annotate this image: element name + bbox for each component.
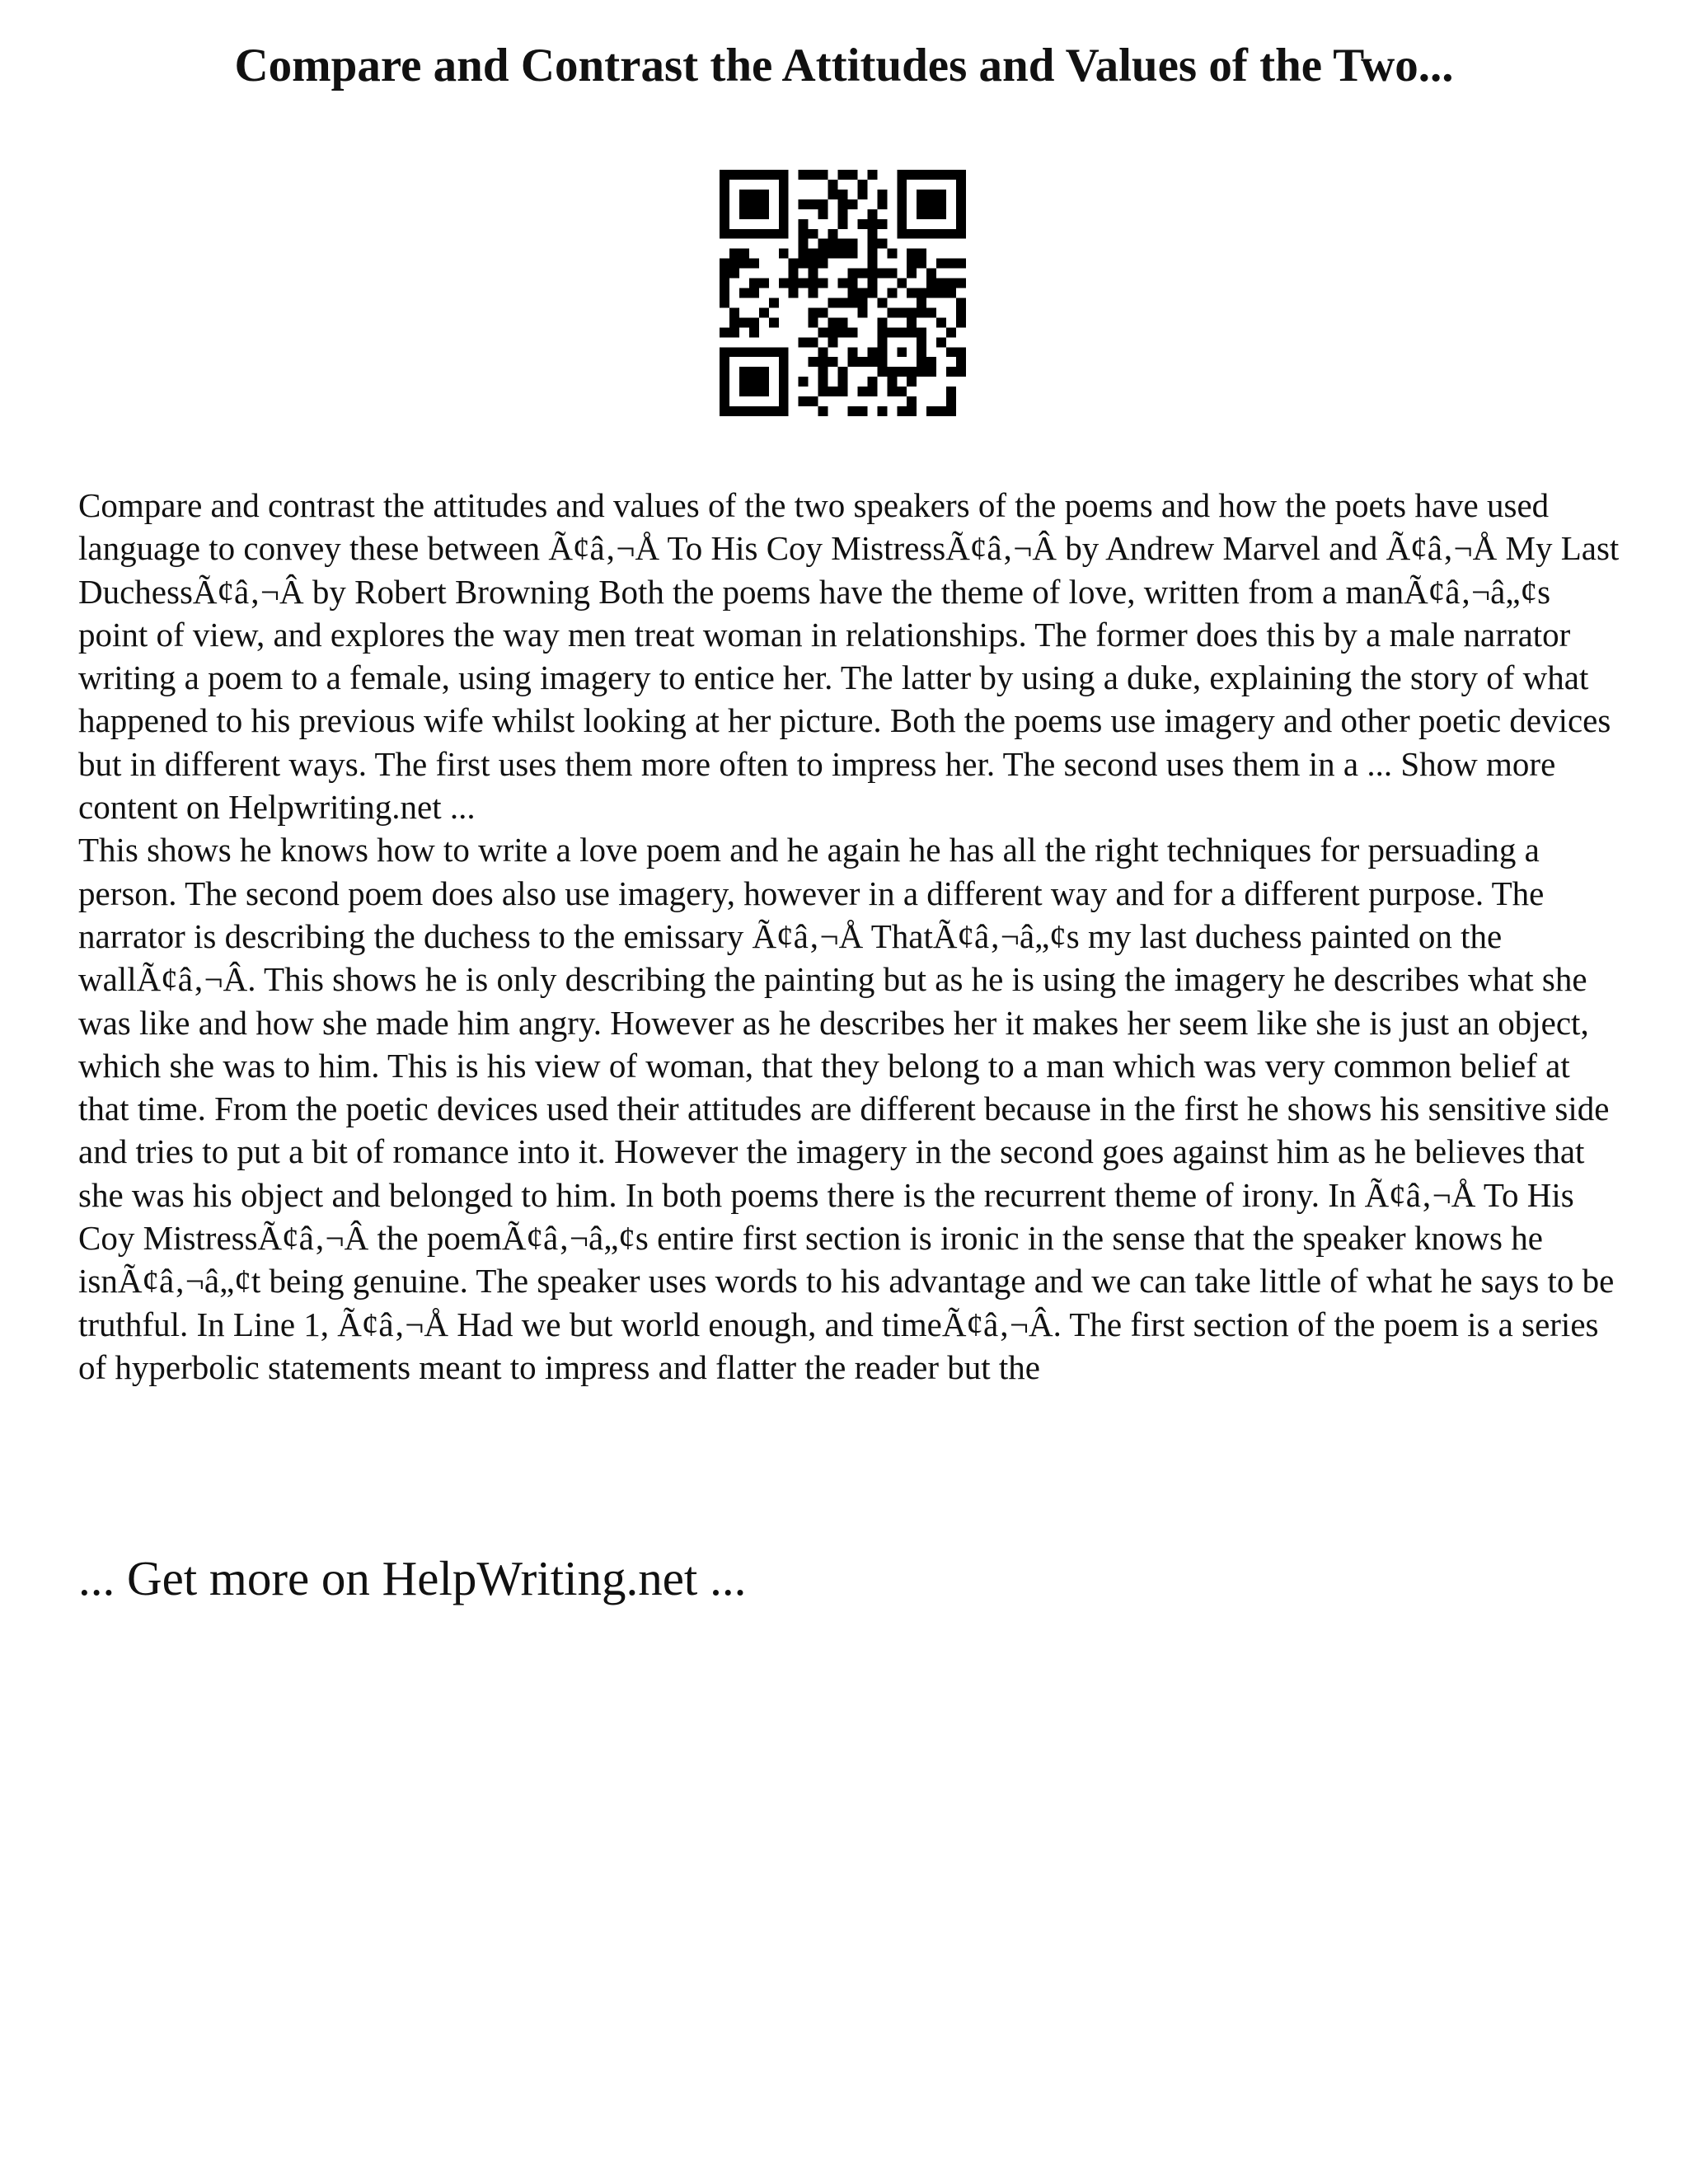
- body-paragraph-1: Compare and contrast the attitudes and values of the two speakers of the poems and how the poets have used language to convey these between Ã¢â‚¬Å To His Coy MistressÃ¢â‚¬Â by Andrew Marvel and Ã¢â‚¬Å My Last DuchessÃ¢â‚¬Â by Robert Browning Both the poems have the theme of love, written from a manÃ¢â‚¬â„¢s point of view, and explores the way men treat woman in relationships. The former does this by a male narrator writing a poem to a female, using imagery to entice her. The latter by using a duke, explaining the story of what happened to his previous wife whilst looking at her picture. Both the poems use imagery and other poetic devices but in different ways. The first uses them more often to impress her. The second uses them in a ... Show more content on Helpwriting.net ...: [78, 486, 1620, 827]
- document-body: [78, 484, 1628, 1389]
- body-paragraph-2: This shows he knows how to write a love poem and he again he has all the right techniques for persuading a person. The second poem does also use imagery, however in a different way and for a different purpose. The narrator is describing the duchess to the emissary Ã¢â‚¬Å ThatÃ¢â‚¬â„¢s my last duchess painted on the wallÃ¢â‚¬Â. This shows he is only describing the painting but as he is using the imagery he describes what she was like and how she made him angry. However as he describes her it makes her seem like she is just an object, which she was to him. This is his view of woman, that they belong to a man which was very common belief at that time. From the poetic devices used their attitudes are different because in the first he shows his sensitive side and tries to put a bit of romance into it. However the imagery in the second goes against him as he believes that she was his object and belonged to him. In both poems there is the recurrent theme of irony. In Ã¢â‚¬Å To His Coy MistressÃ¢â‚¬Â the poemÃ¢â‚¬â„¢s entire first section is ironic in the sense that the speaker knows he isnÃ¢â‚¬â„¢t being genuine. The speaker uses words to his advantage and we can take little of what he says to be truthful. In Line 1, Ã¢â‚¬Å Had we but world enough, and timeÃ¢â‚¬Â. The first section of the poem is a series of hyperbolic statements meant to impress and flatter the reader but the: [78, 831, 1615, 1386]
- qr-code-icon: [720, 170, 966, 416]
- document-title: Compare and Contrast the Attitudes and Values of the Two...: [234, 40, 1454, 91]
- get-more-link[interactable]: ... Get more on HelpWriting.net ...: [78, 1551, 747, 1605]
- qr-code-graphic: [720, 170, 966, 416]
